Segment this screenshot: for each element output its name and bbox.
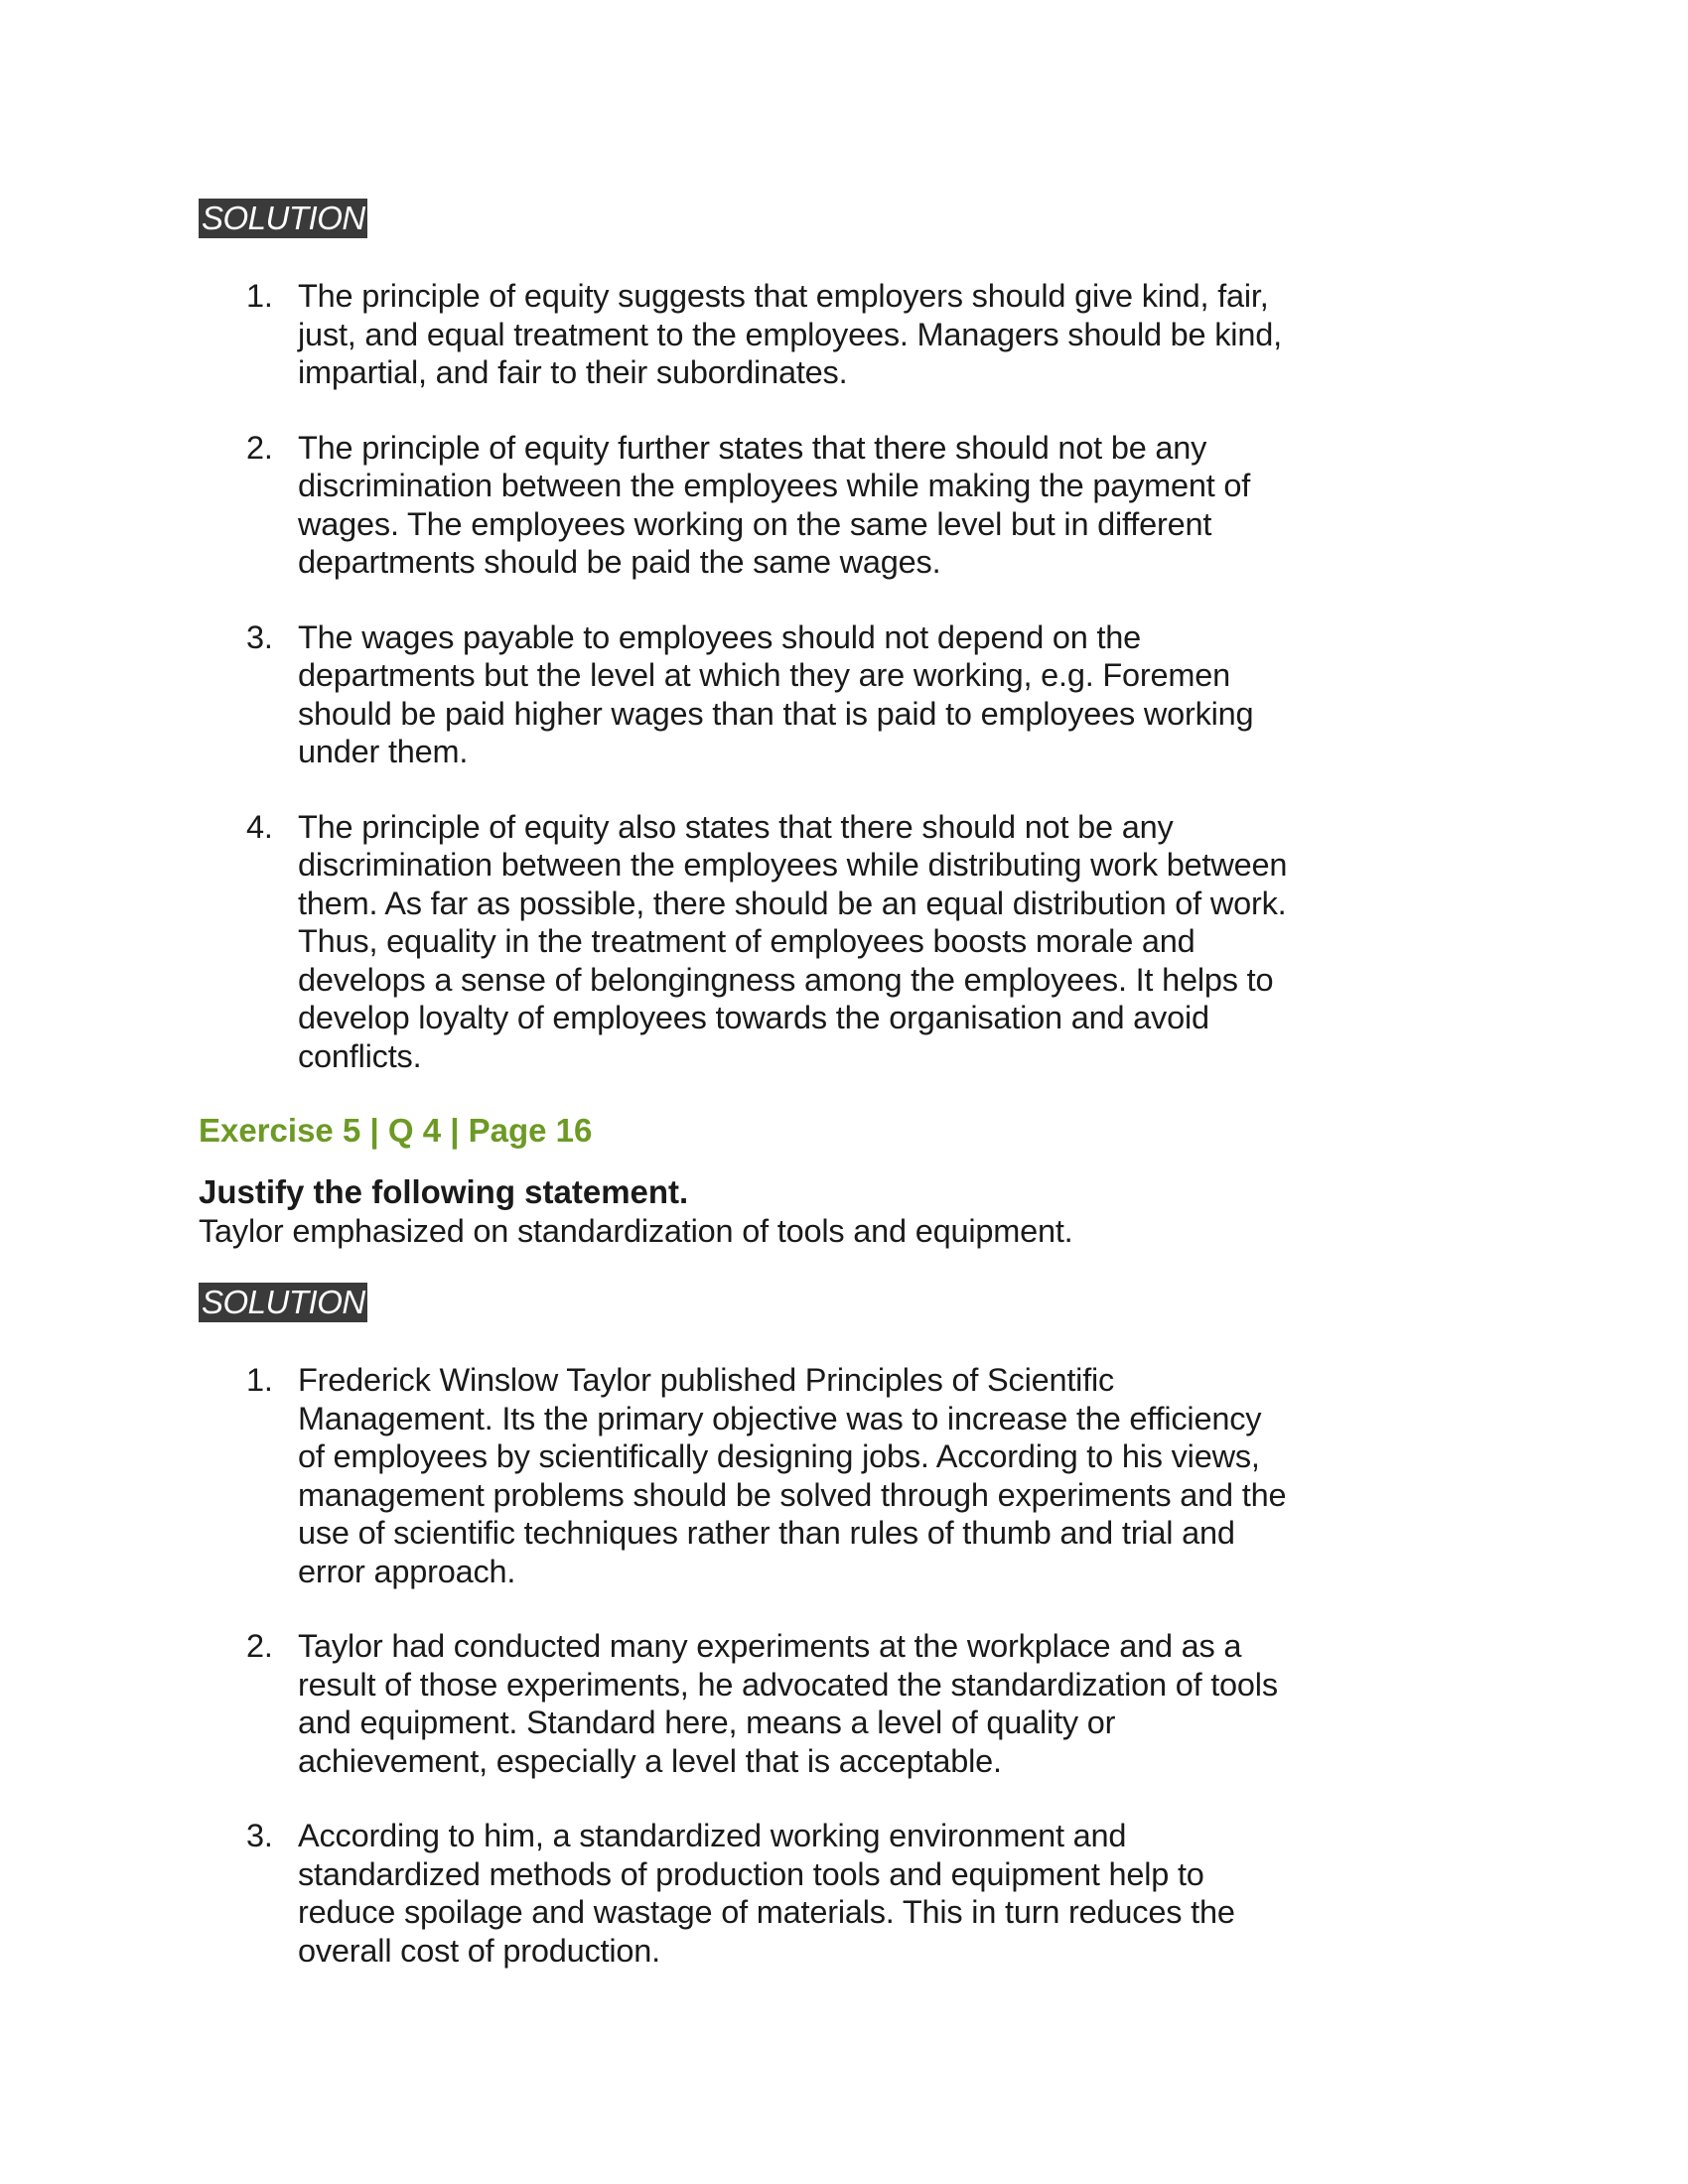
- item-text: The principle of equity further states that there should not be any discrimination between the employees while making the payment of wages. The employees working on the same level but in different departments should be paid the same wages.: [298, 429, 1251, 580]
- list-item: [199, 277, 1291, 392]
- document-page: [199, 199, 1499, 1970]
- question-title: Justify the following statement.: [199, 1173, 689, 1210]
- item-text: Frederick Winslow Taylor published Principles of Scientific Management. Its the primary objective was to increase the efficiency of employees by scientifically designing jobs. According to his views, management problems should be solved through experiments and the use of scientific techniques rather than rules of thumb and trial and error approach.: [298, 1362, 1287, 1589]
- item-number: 2.: [246, 429, 273, 466]
- solution-badge: SOLUTION: [199, 199, 367, 238]
- solution-badge: SOLUTION: [199, 1283, 367, 1322]
- exercise-heading: Exercise 5 | Q 4 | Page 16: [199, 1112, 593, 1149]
- item-number: 1.: [246, 1362, 273, 1398]
- item-number: 3.: [246, 1818, 273, 1853]
- list-item: [199, 1817, 1291, 1970]
- list-item: [199, 1361, 1291, 1590]
- item-text: According to him, a standardized working environment and standardized methods of production tools and equipment help to reduce spoilage and wastage of materials. This in turn reduces the overall cost of production.: [298, 1818, 1235, 1969]
- item-number: 3.: [246, 618, 273, 655]
- item-text: The principle of equity suggests that employers should give kind, fair, just, and equal treatment to the employees. Managers should be kind, impartial, and fair to their subordinates.: [298, 278, 1282, 390]
- answer-list-2: [199, 1361, 1499, 1970]
- list-item: [199, 1627, 1291, 1780]
- solution-section-2: [199, 1283, 1499, 1970]
- list-item: [199, 429, 1291, 582]
- answer-list-1: [199, 277, 1499, 1075]
- list-item: [199, 618, 1291, 771]
- item-number: 2.: [246, 1628, 273, 1664]
- item-number: 4.: [246, 808, 273, 845]
- question-statement: Taylor emphasized on standardization of tools and equipment.: [199, 1213, 1073, 1249]
- item-text: The wages payable to employees should not depend on the departments but the level at which they are working, e.g. Foremen should be paid higher wages than that is paid to employees working under them.: [298, 618, 1254, 769]
- item-text: The principle of equity also states that there should not be any discrimination between the employees while distributing work between them. As far as possible, there should be an equal distribution of work. Thus, equality in the treatment of employees boosts morale and develops a sense of belongingness among the employees. It helps to develop loyalty of employees towards the organisation and avoid conflicts.: [298, 808, 1288, 1074]
- exercise-block: [199, 1111, 1499, 1250]
- list-item: [199, 808, 1291, 1076]
- item-text: Taylor had conducted many experiments at the workplace and as a result of those experiments, he advocated the standardization of tools and equipment. Standard here, means a level of quality or achievement, especially a level that is acceptable.: [298, 1628, 1278, 1779]
- item-number: 1.: [246, 278, 273, 314]
- solution-section-1: [199, 199, 1499, 1075]
